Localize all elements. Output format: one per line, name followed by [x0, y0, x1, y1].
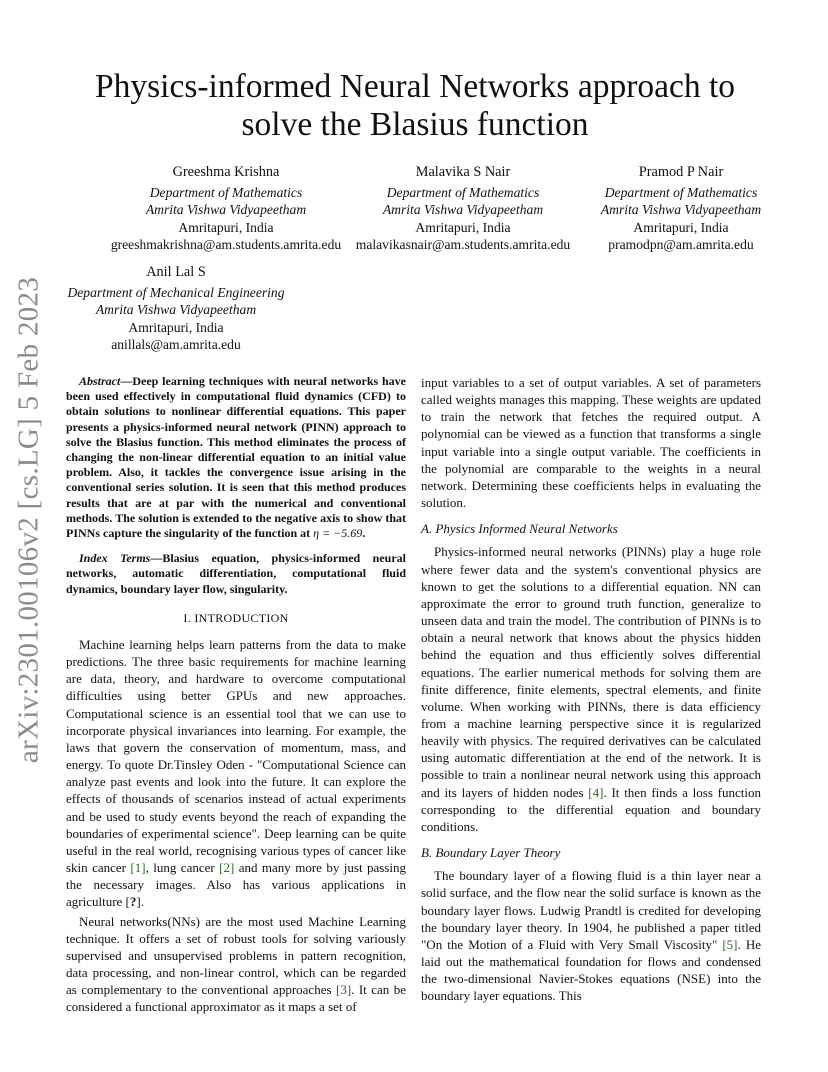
author-department: Department of Mathematics [149, 185, 303, 201]
subsection-heading-boundary-layer: B. Boundary Layer Theory [421, 845, 561, 861]
citation-link[interactable]: [4] [588, 784, 604, 800]
text-run: Machine learning helps learn patterns from the data to make predictions. The three basic requirements for machine learning are data, theory, and hardware to overcome computational difficulties using better GPUs and new approaches. Computational science is an essential tool that we can use to incorporate physical invariances into learning. For example, the laws that govern the conservation of momentum, mass, and energy. To quote Dr.Tinsley Oden - "Computational Science can analyze past events and look into the future. It can explore the effects of thousands of scenarios instead of actual experiments and be used to study events beyond the reach of expanding the boundaries of experimental science". Deep learning can be quite useful in the real world, recognising various types of cancer like skin cancer [66, 637, 406, 876]
text-run: Physics-informed neural networks (PINNs) play a huge role where fewer data and the system's conventional physics are known to get the solutions to a differential equation. NN can approximate the error to ground truth function, generalize to unseen data and train the model. The contribution of PINNs is to obtain a neural network that knows about the physics hidden behind the equation and thus efficiently solves differential equations. The earlier numerical methods for solving them are finite difference, finite elements, spectral elements, and finite volume. When working with PINNs, there is data efficiency from a machine learning perspective since it is regularized heavily with physics. The required derivatives can be calculated using automatic differentiation at the end of the network. It is possible to train a nonlinear neural network using this approach and its layers of hidden nodes [421, 544, 761, 800]
author-name: Anil Lal S [146, 264, 206, 280]
paper-title: Physics-informed Neural Networks approach to solve the Blasius function [94, 68, 736, 143]
citation-link[interactable]: [5] [722, 936, 738, 952]
boundary-layer-paragraph [421, 867, 761, 1004]
index-terms-label: Index Terms [79, 551, 151, 566]
author-department: Department of Mathematics [604, 185, 758, 201]
author-institution: Amrita Vishwa Vidyapeetham [145, 202, 307, 218]
section-heading-introduction: I. INTRODUCTION [183, 610, 289, 625]
text-run: . He laid out the mathematical foundation for flows and condensed the two-dimensional Navier-Stokes equations (NSE) into the boundary layer equations. This [421, 936, 761, 1004]
singularity-value: η = −5.69 [313, 526, 363, 541]
arxiv-identifier: arXiv:2301.00106v2 [cs.LG] 5 Feb 2023 [12, 276, 45, 764]
left-column [66, 374, 406, 1015]
author-block-4 [56, 264, 296, 353]
introduction-body [66, 636, 406, 1015]
subsection-heading-pinn: A. Physics Informed Neural Networks [421, 521, 618, 537]
text-run: . It can be considered a functional approximator as it maps a set of [66, 982, 406, 1015]
citation-link[interactable]: [2] [219, 860, 235, 876]
citation-link[interactable]: [3] [335, 982, 352, 998]
abstract-end: . [362, 526, 366, 541]
author-location: Amritapuri, India [415, 219, 511, 235]
text-run: . It then finds a loss function corresponding to the differential equation and boundary conditions. [421, 784, 761, 834]
continued-paragraph: input variables to a set of output variables. A set of parameters called weights manages this mapping. These weights are updated to train the network that fetches the required output. A polynomial can be viewed as a function that transforms a single input variable into a single output variable. The coefficients in the polynomial are comparable to the weights in a neural network. Determining these coefficients helps in evaluating the solution. [421, 375, 761, 511]
author-department: Department of Mathematics [386, 185, 540, 201]
arxiv-stamp [4, 276, 54, 764]
author-name: Malavika S Nair [415, 164, 511, 180]
text-run: The boundary layer of a flowing fluid is a thin layer near a solid surface, and the flow near the solid surface is known as the boundary layer flows. Ludwig Prandtl is credited for developing the boundary layer theory. In 1904, he published a paper titled "On the Motion of a Fluid with Very Small Viscosity" [421, 868, 761, 952]
index-terms-text: —Blasius equation, physics-informed neural networks, automatic differentiation, computational fluid dynamics, boundary layer flow, singularity. [66, 551, 406, 596]
author-department: Department of Mechanical Engineering [67, 285, 285, 301]
abstract [66, 374, 406, 541]
author-block-3 [561, 164, 801, 253]
text-run: Neural networks(NNs) are the most used Machine Learning technique. It offers a set of robust tools for solving variously supervised and unsupervised problems in pattern recognition, data processing, and non-linear control, which can be regarded as complementary to the conventional approaches [66, 913, 406, 998]
author-institution: Amrita Vishwa Vidyapeetham [600, 202, 762, 218]
text-run: ]. [136, 894, 144, 910]
author-email: malavikasnair@am.students.amrita.edu [355, 236, 571, 252]
right-column-body [421, 374, 761, 1004]
author-institution: Amrita Vishwa Vidyapeetham [95, 302, 257, 318]
author-email: pramodpn@am.amrita.edu [608, 236, 754, 252]
pinn-paragraph [421, 543, 761, 835]
author-email: greeshmakrishna@am.students.amrita.edu [110, 236, 342, 252]
missing-citation: ? [129, 894, 137, 910]
abstract-text: —Deep learning techniques with neural networks have been used effectively in computational fluid dynamics (CFD) to obtain solutions to nonlinear differential equations. This paper presents a physics-informed neural network (PINN) approach to solve the Blasius function. This method eliminates the process of changing the non-linear differential equation to an initial value problem. Also, it tackles the convergence issue arising in the conventional series solution. It is seen that this method produces results that are at par with the numerical and conventional methods. The solution is extended to the negative axis to show that PINNs capture the singularity of the function at [66, 374, 406, 541]
text-run: and many more by just passing the necessary images. Also has various applications in agriculture [ [66, 860, 406, 910]
author-name: Pramod P Nair [638, 164, 724, 180]
author-name: Greeshma Krishna [172, 164, 280, 180]
author-location: Amritapuri, India [178, 219, 274, 235]
author-location: Amritapuri, India [128, 319, 224, 335]
author-email: anillals@am.amrita.edu [111, 336, 241, 352]
intro-paragraph-1 [66, 636, 406, 911]
right-column [421, 374, 761, 1004]
author-location: Amritapuri, India [633, 219, 729, 235]
text-run: , lung cancer [145, 860, 220, 876]
citation-link[interactable]: [1] [130, 860, 146, 876]
index-terms [66, 551, 406, 597]
abstract-label: Abstract [79, 374, 121, 388]
author-institution: Amrita Vishwa Vidyapeetham [382, 202, 544, 218]
intro-paragraph-2 [66, 913, 406, 1016]
